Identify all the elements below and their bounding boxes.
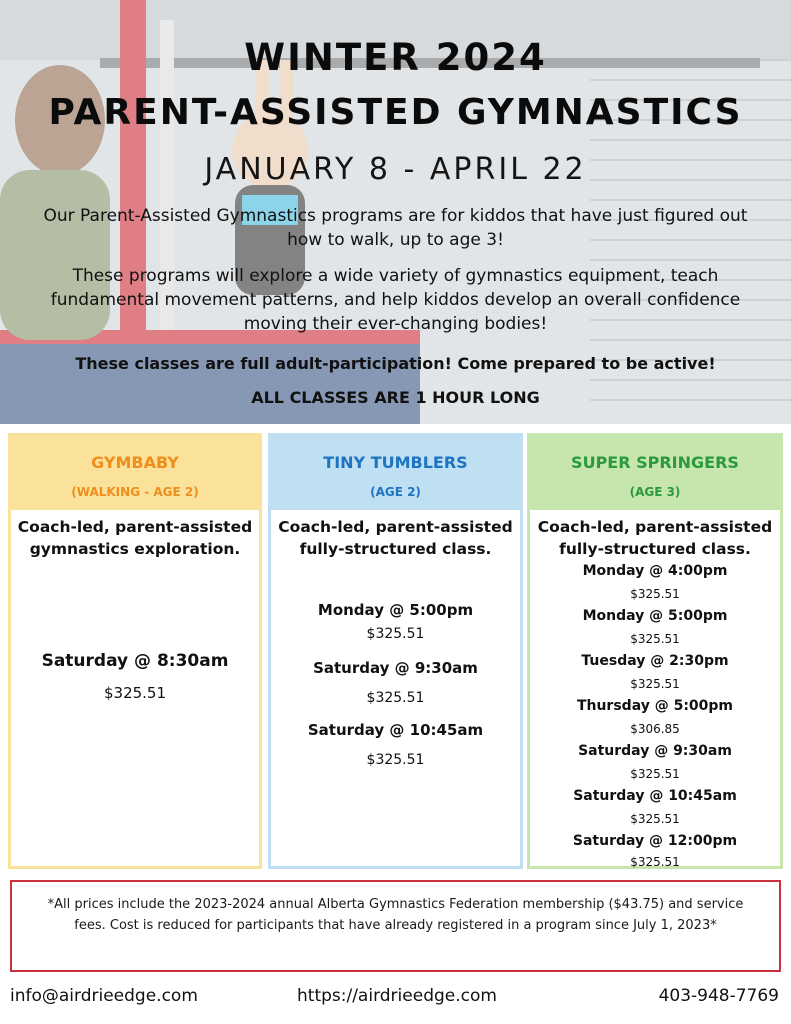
program-name: TINY TUMBLERS xyxy=(323,453,468,472)
intro-paragraph-3: These classes are full adult-participation! Come prepared to be active! xyxy=(75,354,716,373)
program-age: (WALKING - AGE 2) xyxy=(71,485,199,499)
session-time: Saturday @ 9:30am xyxy=(313,659,478,677)
session-price: $325.51 xyxy=(366,752,425,768)
session-time: Tuesday @ 2:30pm xyxy=(581,653,729,669)
session-time: Saturday @ 8:30am xyxy=(41,651,229,671)
intro-paragraph-1: Our Parent-Assisted Gymnastics programs are for kiddos that have just figured out how to walk, up to age 3! xyxy=(43,206,748,250)
session-time: Monday @ 5:00pm xyxy=(317,601,474,619)
session-price: $325.51 xyxy=(630,632,680,646)
card-header xyxy=(11,436,259,510)
intro-paragraph-2: These programs will explore a wide variety of gymnastics equipment, teach fundamental movement patterns, and help kiddos develop an overall confidence moving their ever-changing bodies! xyxy=(50,266,741,334)
pricing-note: *All prices include the 2023-2024 annual Alberta Gymnastics Federation membership ($43.75) and service fees. Cost is reduced for participants that have already registered in a program since July 1, 2023* xyxy=(10,880,781,972)
card-header xyxy=(271,436,520,510)
program-description: Coach-led, parent-assisted fully-structured class. xyxy=(537,518,773,558)
session-price: $325.51 xyxy=(630,587,680,601)
session-price: $325.51 xyxy=(630,677,680,691)
session-price: $325.51 xyxy=(630,812,680,826)
program-card-super-springers xyxy=(527,433,783,869)
session-price: $325.51 xyxy=(366,690,425,706)
program-description: Coach-led, parent-assisted fully-structured class. xyxy=(278,518,513,558)
session-time: Saturday @ 9:30am xyxy=(578,743,732,759)
date-range: JANUARY 8 - APRIL 22 xyxy=(204,152,587,187)
session-time: Saturday @ 12:00pm xyxy=(572,833,738,849)
session-price: $325.51 xyxy=(630,767,680,781)
hero-banner xyxy=(0,0,791,424)
website-link[interactable]: https://airdrieedge.com xyxy=(297,986,497,1006)
session-price: $325.51 xyxy=(366,626,425,642)
hero-text xyxy=(0,0,791,424)
session-time: Monday @ 5:00pm xyxy=(582,608,728,624)
program-age: (AGE 2) xyxy=(370,485,421,499)
program-age: (AGE 3) xyxy=(629,485,681,499)
session-time: Monday @ 4:00pm xyxy=(582,563,728,579)
session-time: Thursday @ 5:00pm xyxy=(576,698,734,714)
email-link[interactable]: info@airdrieedge.com xyxy=(10,986,198,1006)
session-price: $325.51 xyxy=(630,855,680,869)
phone-link[interactable]: 403-948-7769 xyxy=(658,986,779,1006)
session-time: Saturday @ 10:45am xyxy=(573,788,737,804)
session-time: Saturday @ 10:45am xyxy=(307,721,484,739)
session-price: $325.51 xyxy=(103,684,167,702)
session-price: $306.85 xyxy=(630,722,680,736)
program-description: Coach-led, parent-assisted gymnastics exploration. xyxy=(17,518,253,558)
title-program: PARENT-ASSISTED GYMNASTICS xyxy=(48,92,743,133)
program-card-gymbaby xyxy=(8,433,262,869)
program-card-tiny-tumblers xyxy=(268,433,523,869)
program-name: GYMBABY xyxy=(91,453,179,472)
program-name: SUPER SPRINGERS xyxy=(571,453,739,472)
card-header xyxy=(530,436,780,510)
class-length-note: ALL CLASSES ARE 1 HOUR LONG xyxy=(251,388,540,407)
title-season: WINTER 2024 xyxy=(244,36,547,79)
